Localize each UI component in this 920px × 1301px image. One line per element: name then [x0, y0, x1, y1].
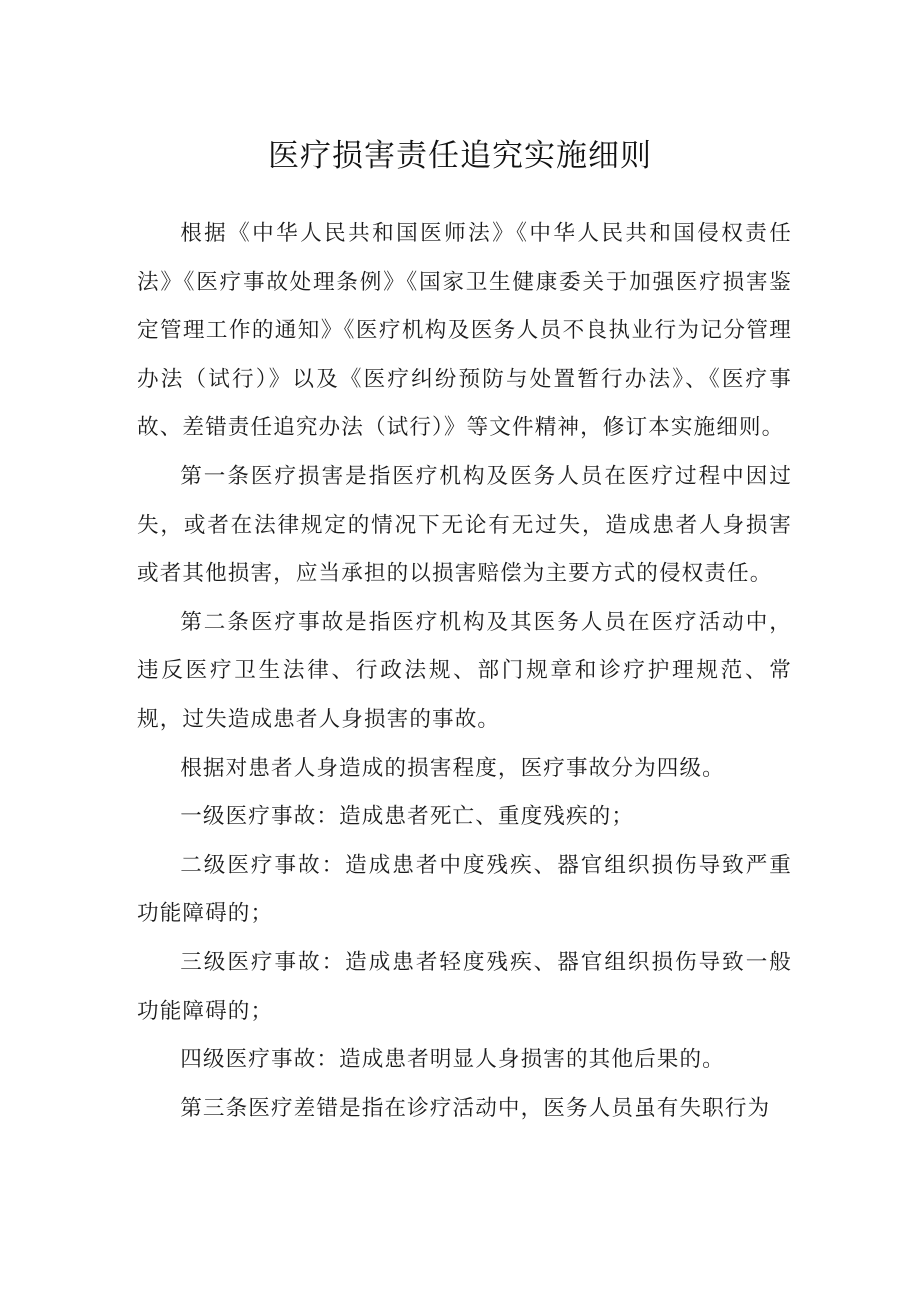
paragraph-level-4: 四级医疗事故：造成患者明显人身损害的其他后果的。 [180, 1047, 725, 1073]
paragraph-level-2: 二级医疗事故：造成患者中度残疾、器官组织损伤导致严重功能障碍的； [137, 852, 792, 927]
paragraph-level-3: 三级医疗事故：造成患者轻度残疾、器官组织损伤导致一般功能障碍的； [137, 949, 792, 1024]
document-title: 医疗损害责任追究实施细则 [268, 138, 652, 174]
paragraph-preamble: 根据《中华人民共和国医师法》《中华人民共和国侵权责任法》《医疗事故处理条例》《国家卫生健康委关于加强医疗损害鉴定管理工作的通知》《医疗机构及医务人员不良执业行为记分管理办法（试行）》以及《医疗纠纷预防与处置暂行办法》、《医疗事故、差错责任追究办法（试行）》等文件精神，修订本实施细则。 [137, 221, 792, 441]
paragraph-level-1: 一级医疗事故：造成患者死亡、重度残疾的； [180, 804, 635, 830]
paragraph-article-1: 第一条医疗损害是指医疗机构及医务人员在医疗过程中因过失，或者在法律规定的情况下无论有无过失，造成患者人身损害或者其他损害，应当承担的以损害赔偿为主要方式的侵权责任。 [137, 463, 792, 587]
paragraph-accident-levels: 根据对患者人身造成的损害程度，医疗事故分为四级。 [180, 755, 725, 781]
paragraph-article-3: 第三条医疗差错是指在诊疗活动中，医务人员虽有失职行为 [180, 1095, 771, 1121]
paragraph-article-2: 第二条医疗事故是指医疗机构及其医务人员在医疗活动中，违反医疗卫生法律、行政法规、部门规章和诊疗护理规范、常规，过失造成患者人身损害的事故。 [137, 609, 792, 732]
document-body [137, 210, 792, 1133]
